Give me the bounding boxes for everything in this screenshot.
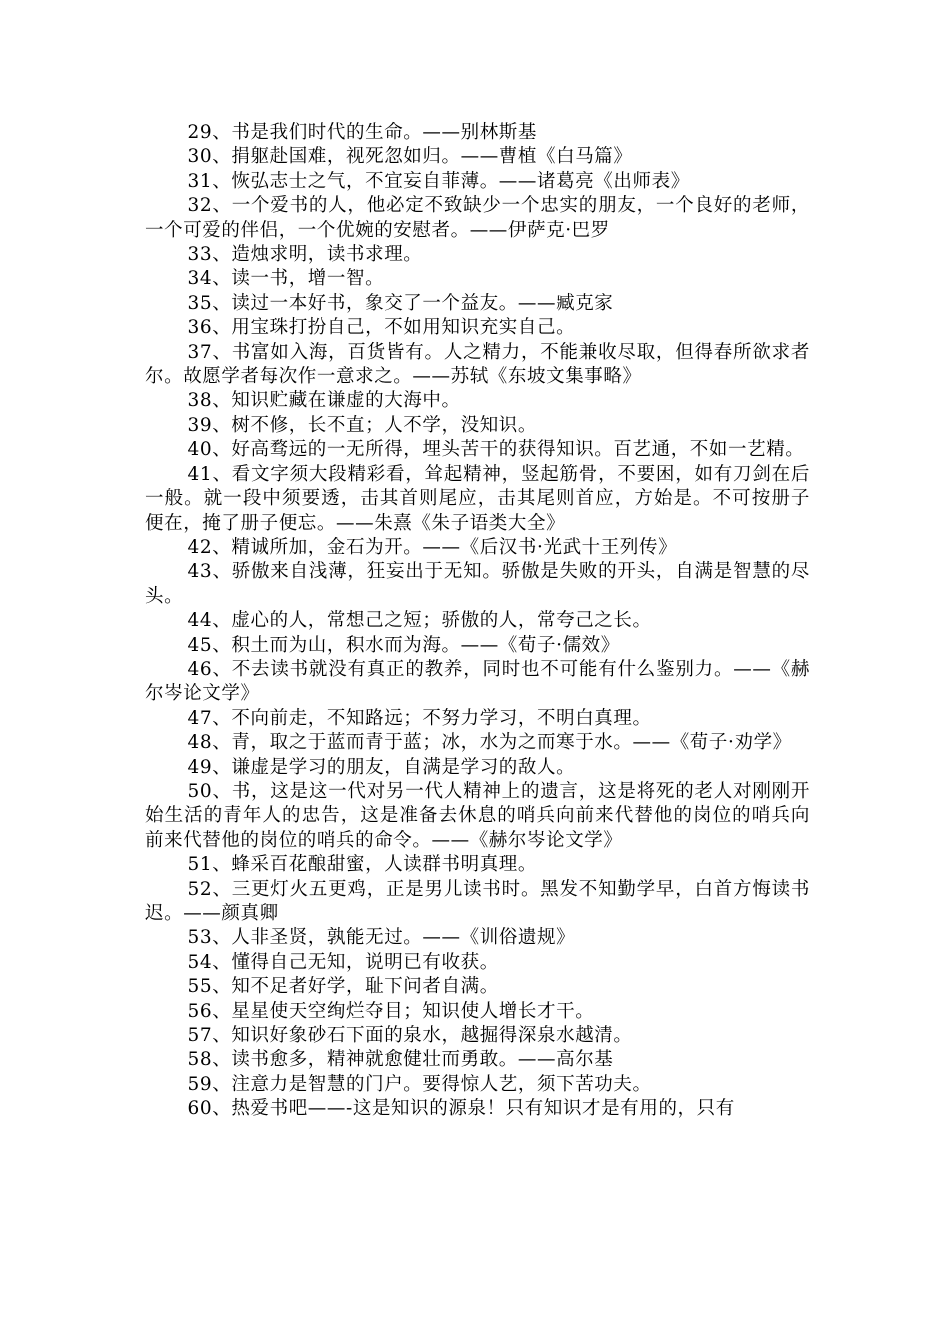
quote-paragraph: 54、懂得自己无知，说明已有收获。 bbox=[187, 951, 499, 973]
quote-paragraph: 38、知识贮藏在谦虚的大海中。 bbox=[187, 390, 461, 412]
quote-paragraph: 29、书是我们时代的生命。——别林斯基 bbox=[187, 122, 537, 143]
quote-paragraph: 36、用宝珠打扮自己，不如用知识充实自己。 bbox=[187, 317, 576, 339]
quote-paragraph: 41、看文字须大段精彩看，耸起精神，竖起筋骨，不要困，如有刀剑在后一般。就一段中须要透，击其首则尾应，击其尾则首应，方始是。不可按册子便在，掩了册子便忘。——朱熹《朱子语类大全》 bbox=[145, 463, 810, 534]
quote-paragraph: 57、知识好象砂石下面的泉水，越掘得深泉水越清。 bbox=[187, 1025, 633, 1047]
quote-paragraph: 39、树不修，长不直；人不学，没知识。 bbox=[187, 414, 537, 436]
quote-paragraph: 51、蜂采百花酿甜蜜，人读群书明真理。 bbox=[187, 854, 537, 876]
quote-paragraph: 50、书，这是这一代对另一代人精神上的遗言，这是将死的老人对刚刚开始生活的青年人的忠告，这是准备去休息的哨兵向前来代替他的岗位的哨兵向前来代替他的岗位的哨兵的命令。——《赫尔岑论文学》 bbox=[145, 780, 810, 851]
quote-paragraph: 45、积土而为山，积水而为海。——《荀子·儒效》 bbox=[187, 634, 620, 656]
quote-paragraph: 34、读一书，增一智。 bbox=[187, 268, 385, 290]
quote-paragraph: 48、青，取之于蓝而青于蓝；冰，水为之而寒于水。——《荀子·劝学》 bbox=[187, 732, 792, 754]
quote-paragraph: 35、读过一本好书，象交了一个益友。——臧克家 bbox=[187, 292, 614, 314]
quote-paragraph: 30、捐躯赴国难，视死忽如归。——曹植《白马篇》 bbox=[187, 146, 633, 168]
quote-paragraph: 31、恢弘志士之气，不宜妄自菲薄。——诸葛亮《出师表》 bbox=[187, 170, 690, 192]
quote-paragraph: 59、注意力是智慧的门户。要得惊人艺，须下苦功夫。 bbox=[187, 1073, 652, 1095]
quote-paragraph: 53、人非圣贤，孰能无过。——《训俗遗规》 bbox=[187, 927, 576, 949]
quote-paragraph: 43、骄傲来自浅薄，狂妄出于无知。骄傲是失败的开头，自满是智慧的尽头。 bbox=[145, 561, 810, 607]
quote-paragraph: 49、谦虚是学习的朋友，自满是学习的敌人。 bbox=[187, 756, 576, 778]
quote-paragraph: 32、一个爱书的人，他必定不致缺少一个忠实的朋友，一个良好的老师，一个可爱的伴侣，一个优婉的安慰者。——伊萨克·巴罗 bbox=[145, 195, 810, 241]
quote-paragraph: 47、不向前走，不知路远；不努力学习，不明白真理。 bbox=[187, 707, 652, 729]
quote-paragraph: 52、三更灯火五更鸡，正是男儿读书时。黑发不知勤学早，白首方悔读书迟。——颜真卿 bbox=[145, 878, 810, 924]
quote-paragraph: 42、精诚所加，金石为开。——《后汉书·光武十王列传》 bbox=[187, 536, 678, 558]
quote-paragraph: 58、读书愈多，精神就愈健壮而勇敢。——高尔基 bbox=[187, 1049, 614, 1071]
quote-paragraph: 37、书富如入海，百货皆有。人之精力，不能兼收尽取，但得春所欲求者尔。故愿学者每次作一意求之。——苏轼《东坡文集事略》 bbox=[145, 341, 810, 388]
quote-paragraph: 40、好高骛远的一无所得，埋头苦干的获得知识。百艺通，不如一艺精。 bbox=[187, 439, 805, 461]
quote-paragraph: 46、不去读书就没有真正的教养，同时也不可能有什么鉴别力。——《赫尔岑论文学》 bbox=[145, 658, 810, 705]
quote-paragraph: 33、造烛求明，读书求理。 bbox=[187, 244, 423, 266]
quote-paragraph: 44、虚心的人，常想己之短；骄傲的人，常夸己之长。 bbox=[187, 610, 652, 632]
quote-paragraph: 55、知不足者好学，耻下问者自满。 bbox=[187, 976, 499, 998]
quote-paragraph: 60、热爱书吧——-这是知识的源泉！只有知识才是有用的，只有 bbox=[187, 1098, 735, 1120]
document-body bbox=[145, 121, 810, 1122]
quote-paragraph: 56、星星使天空绚烂夺目；知识使人增长才干。 bbox=[187, 1000, 595, 1022]
